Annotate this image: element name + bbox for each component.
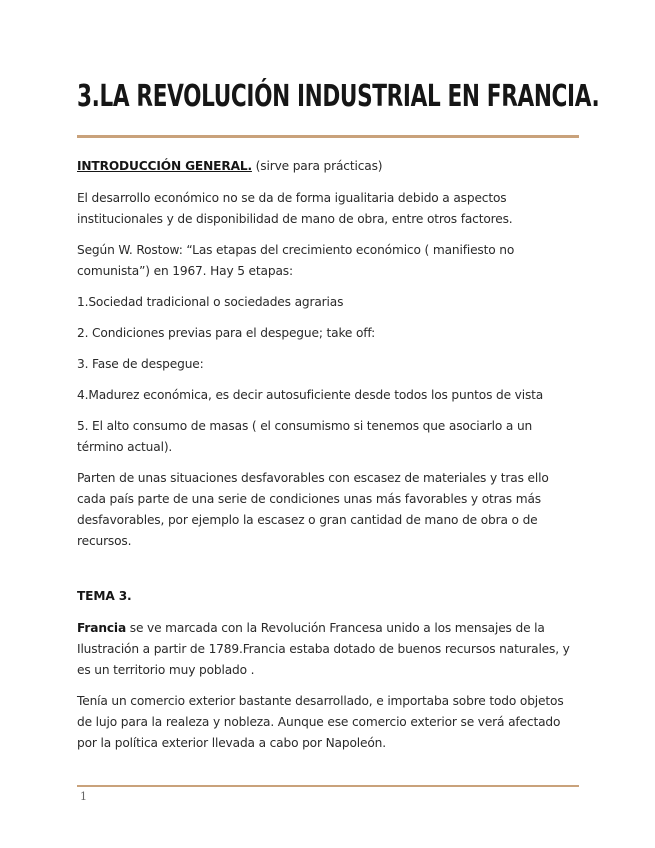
francia-bold: Francia <box>77 621 127 635</box>
francia-text: se ve marcada con la Revolución Francesa unido a los mensajes de la Ilustración a partir de 1789.Francia estaba dotado de buenos recursos naturales, y es un territorio muy poblado . <box>77 621 570 677</box>
page-title: 3.LA REVOLUCIÓN INDUSTRIAL EN FRANCIA. <box>77 79 600 114</box>
document-body <box>77 156 579 754</box>
intro-note: (sirve para prácticas) <box>251 159 383 173</box>
paragraph-desarrollo: El desarrollo económico no se da de forma igualitaria debido a aspectos institucionales y de disponibilidad de mano de obra, entre otros factores. <box>77 191 513 226</box>
stage-2: 2. Condiciones previas para el despegue; take off: <box>77 326 376 340</box>
tema-heading: TEMA 3. <box>77 589 132 603</box>
paragraph-situaciones: Parten de unas situaciones desfavorables con escasez de materiales y tras ello cada país parte de una serie de condiciones unas más favorables y otras más desfavorables, por ejemplo la escasez o gran cantidad de mano de obra o de recursos. <box>77 471 549 548</box>
paragraph-francia <box>77 618 579 681</box>
footer-divider <box>77 785 579 787</box>
paragraph-comercio: Tenía un comercio exterior bastante desarrollado, e importaba sobre todo objetos de lujo para la realeza y nobleza. Aunque ese comercio exterior se verá afectado por la política exterior llevada a cabo por Napoleón. <box>77 694 564 750</box>
paragraph-rostow: Según W. Rostow: “Las etapas del crecimiento económico ( manifiesto no comunista”) en 1967. Hay 5 etapas: <box>77 243 515 278</box>
stage-4: 4.Madurez económica, es decir autosuficiente desde todos los puntos de vista <box>77 388 544 402</box>
page-number: 1 <box>80 790 87 803</box>
stage-5: 5. El alto consumo de masas ( el consumismo si tenemos que asociarlo a un término actual). <box>77 419 533 454</box>
intro-heading-line <box>77 156 579 177</box>
stage-1: 1.Sociedad tradicional o sociedades agrarias <box>77 295 344 309</box>
intro-heading: INTRODUCCIÓN GENERAL. <box>77 159 252 173</box>
title-divider <box>77 135 579 138</box>
stage-3: 3. Fase de despegue: <box>77 357 204 371</box>
